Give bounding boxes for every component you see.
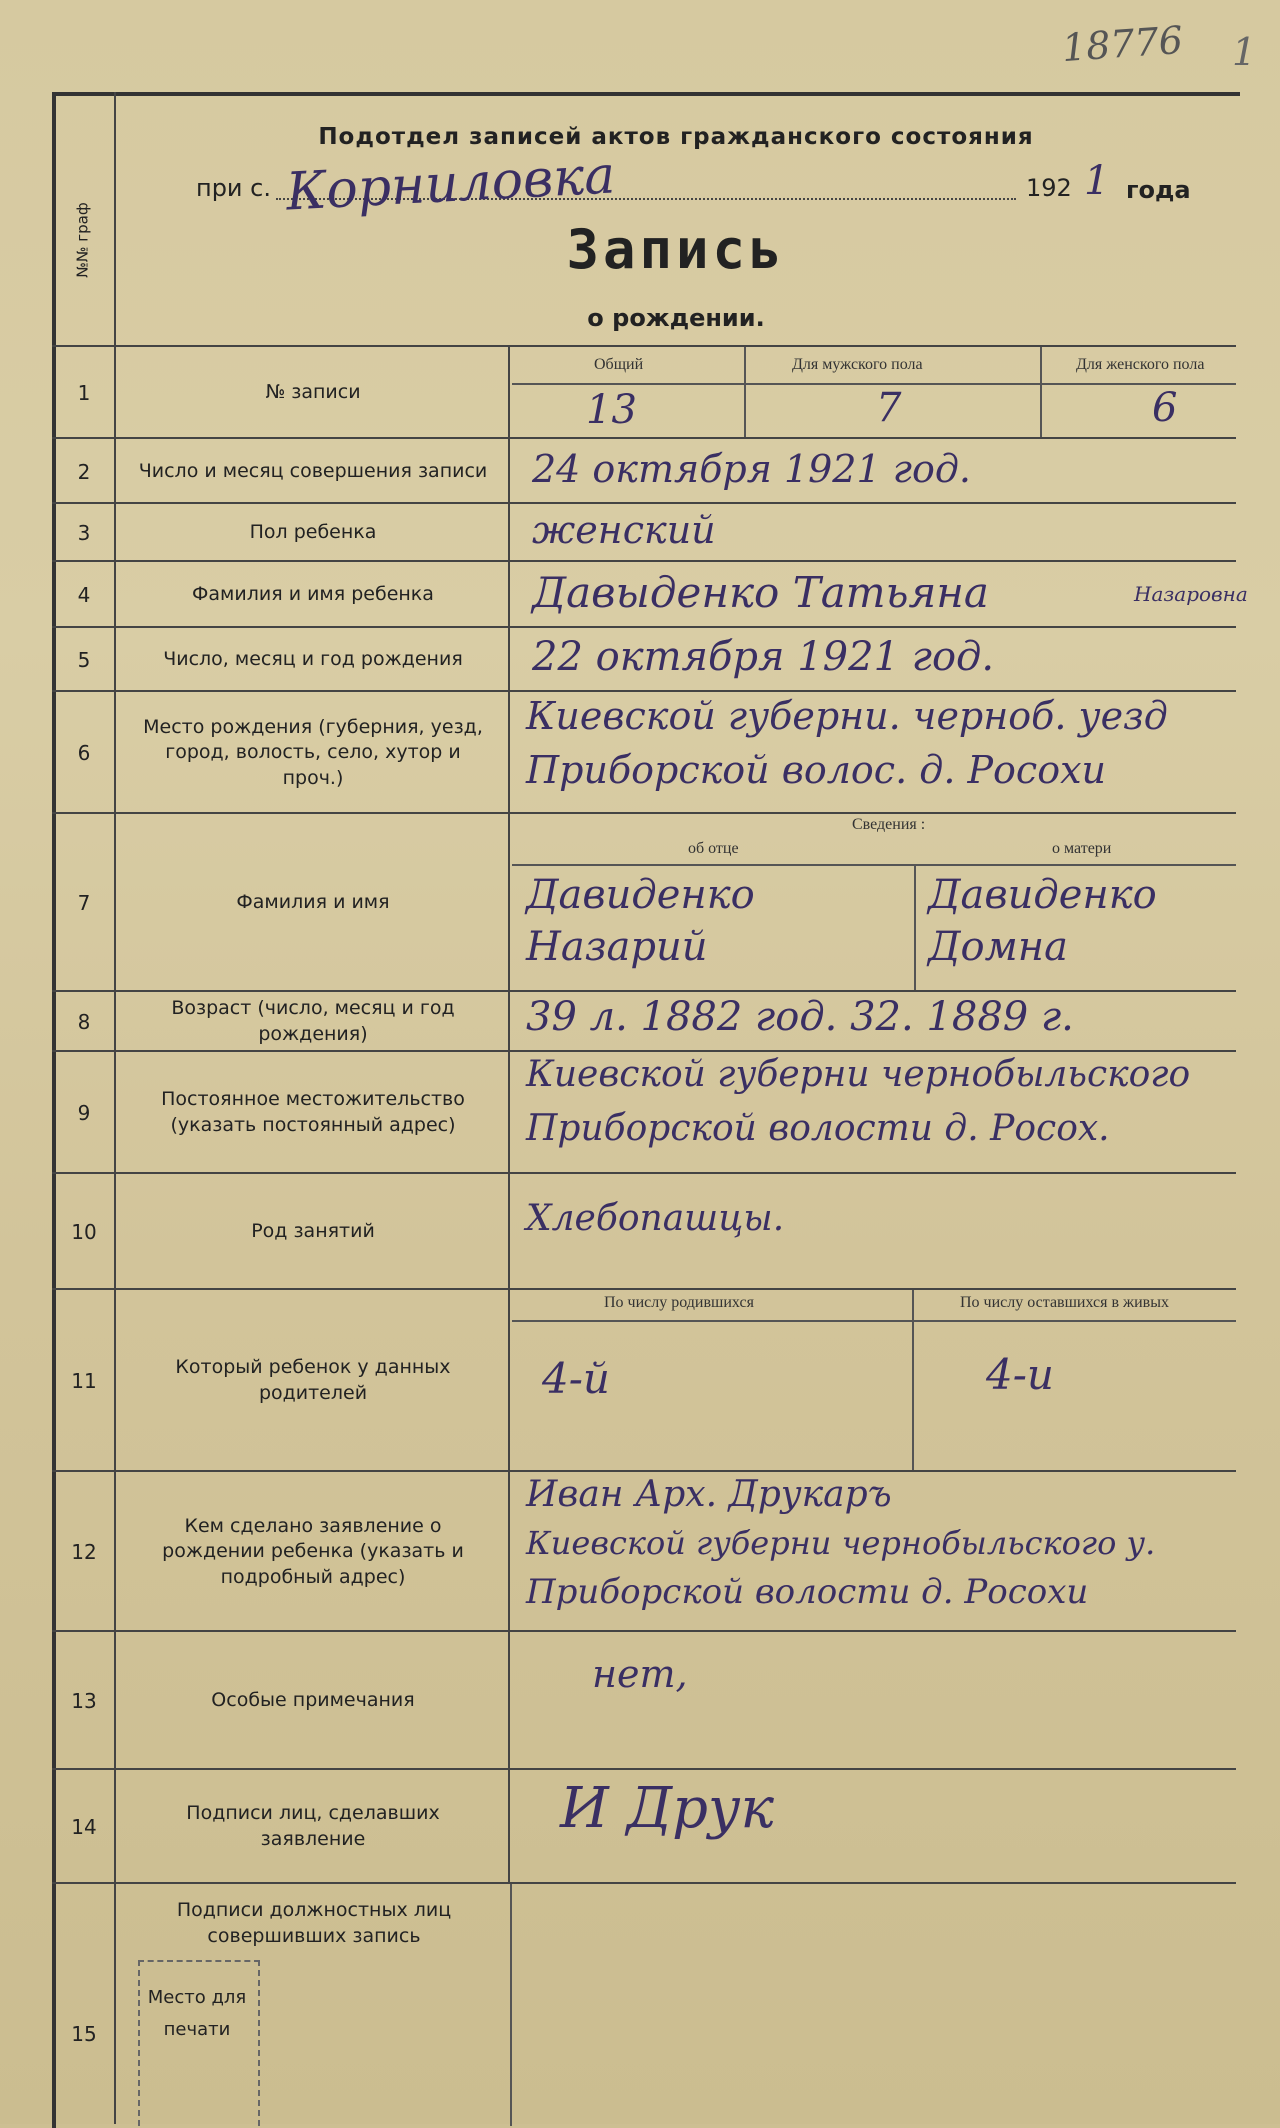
child-name-value: Давыденко Татьяна [532, 568, 989, 617]
row-birth-date [52, 626, 1236, 692]
row-declarant-signature [52, 1768, 1236, 1884]
row-label: Подписи лиц, сделавших заявление [118, 1770, 510, 1884]
graf-column-label: №№ граф [74, 202, 93, 278]
row-parents-age [52, 990, 1236, 1052]
row-number: 5 [77, 648, 91, 672]
subhead-female: Для женского пола [1076, 356, 1205, 373]
value-male: 7 [876, 385, 902, 431]
parents-age-value: 39 л. 1882 год. 32. 1889 г. [526, 994, 1074, 1040]
department-title: Подотдел записей актов гражданского состояния [318, 124, 1034, 150]
row-number: 13 [71, 1689, 97, 1713]
row-label: Род занятий [118, 1174, 510, 1290]
row-label: Который ребенок у данных родителей [118, 1290, 510, 1472]
row-number: 8 [77, 1010, 91, 1034]
subhead-mother: о матери [1052, 840, 1112, 857]
row-label: Постоянное местожительство (указать постоянный адрес) [118, 1052, 510, 1174]
place-handwritten: Корниловка [284, 145, 617, 223]
document-title: Запись [566, 218, 786, 281]
row-number: 3 [77, 521, 91, 545]
row-number: 6 [77, 741, 91, 765]
declarant-name: Иван Арх. Друкаръ [526, 1474, 892, 1515]
row-label: Подписи должностных лиц совершивших запись [176, 1899, 452, 1947]
row-child-order [52, 1288, 1236, 1472]
subhead-father: об отце [688, 840, 739, 857]
sex-value: женский [532, 508, 716, 552]
row-label: Особые примечания [118, 1632, 510, 1770]
subhead-total: Общий [594, 356, 644, 373]
row-number: 14 [71, 1815, 97, 1839]
birth-date-value: 22 октября 1921 год. [532, 634, 995, 680]
row-parents-names [52, 812, 1236, 992]
row-label: Место рождения (губерния, уезд, город, волость, село, хутор и проч.) [118, 692, 510, 814]
child-patronymic-value: Назаровна [1134, 582, 1248, 606]
subhead-male: Для мужского пола [792, 356, 923, 373]
row-value [512, 1632, 1236, 1770]
mother-name: Домна [928, 924, 1068, 970]
row-number: 7 [77, 891, 91, 915]
declarant-address-line2: Приборской волости д. Росохи [526, 1572, 1089, 1612]
birth-place-line1: Киевской губерни. черноб. уезд [526, 694, 1168, 738]
order-born-value: 4-й [542, 1354, 610, 1403]
row-value [512, 992, 1236, 1052]
subhead-alive: По числу оставшихся в живых [960, 1294, 1169, 1311]
archive-number: 18776 [1060, 17, 1185, 71]
row-child-name [52, 560, 1248, 628]
row-label: Число, месяц и год рождения [118, 628, 510, 692]
row-sex [52, 502, 1236, 562]
document-subtitle: о рождении. [587, 304, 765, 332]
row-number: 10 [71, 1220, 97, 1244]
row-residence [52, 1050, 1236, 1174]
row-notes [52, 1630, 1236, 1770]
record-date-value: 24 октября 1921 год. [532, 447, 971, 491]
year-prefix: 192 [1026, 174, 1072, 202]
row-label: Фамилия и имя ребенка [118, 562, 510, 628]
row-number: 2 [77, 459, 91, 484]
row-divider [510, 1884, 512, 2126]
row-value [512, 814, 1236, 992]
row-value [512, 1770, 1236, 1884]
row-value [512, 504, 1236, 562]
row-value [512, 1174, 1236, 1290]
row-value [512, 692, 1236, 814]
row-number: 9 [77, 1101, 91, 1125]
row-label: Возраст (число, месяц и год рождения) [118, 992, 510, 1052]
value-female: 6 [1152, 385, 1178, 431]
row-value [512, 1290, 1236, 1472]
row-label: № записи [118, 347, 510, 439]
stamp-place-label: Место для печати [147, 1987, 247, 2040]
row-value [512, 628, 1236, 692]
row-value [512, 439, 1236, 504]
father-name: Назарий [526, 924, 708, 970]
row-value [512, 347, 1236, 439]
row-number: 12 [71, 1540, 97, 1564]
row-number: 4 [77, 583, 91, 607]
father-surname: Давиденко [526, 872, 755, 918]
row-label: Кем сделано заявление о рождении ребенка (указать и подробный адрес) [118, 1472, 510, 1632]
occupation-value: Хлебопашцы. [526, 1198, 785, 1239]
row-value [512, 1052, 1236, 1174]
value-total: 13 [586, 387, 637, 433]
row-birth-place [52, 690, 1236, 814]
row-occupation [52, 1172, 1236, 1290]
declarant-address-line1: Киевской губерни чернобыльского у. [526, 1524, 1156, 1562]
row-number: 15 [71, 2022, 97, 2046]
row-number: 1 [77, 381, 91, 405]
order-alive-value: 4-и [986, 1350, 1054, 1399]
row-record-number [52, 345, 1236, 439]
row-value [512, 562, 1248, 628]
row-declarant [52, 1470, 1236, 1632]
year-handwritten: 1 [1084, 158, 1110, 204]
subhead-info: Сведения : [852, 816, 926, 833]
declarant-signature: И Друк [560, 1776, 774, 1841]
row-value [512, 1472, 1236, 1632]
form-header [116, 96, 1236, 342]
subhead-born: По числу родившихся [604, 1294, 754, 1311]
pri-label: при с. [196, 174, 271, 202]
row-number: 11 [71, 1369, 97, 1393]
archive-mark: 1 [1232, 30, 1257, 74]
notes-value: нет, [592, 1652, 688, 1696]
row-label: Пол ребенка [118, 504, 510, 562]
residence-line1: Киевской губерни чернобыльского [526, 1054, 1191, 1095]
birth-place-line2: Приборской волос. д. Росохи [526, 748, 1107, 792]
row-record-date [52, 437, 1236, 504]
goda-label: года [1126, 176, 1191, 204]
row-label: Фамилия и имя [118, 814, 510, 992]
residence-line2: Приборской волости д. Росох. [526, 1108, 1110, 1149]
row-label: Число и месяц совершения записи [118, 439, 510, 504]
mother-surname: Давиденко [928, 872, 1157, 918]
